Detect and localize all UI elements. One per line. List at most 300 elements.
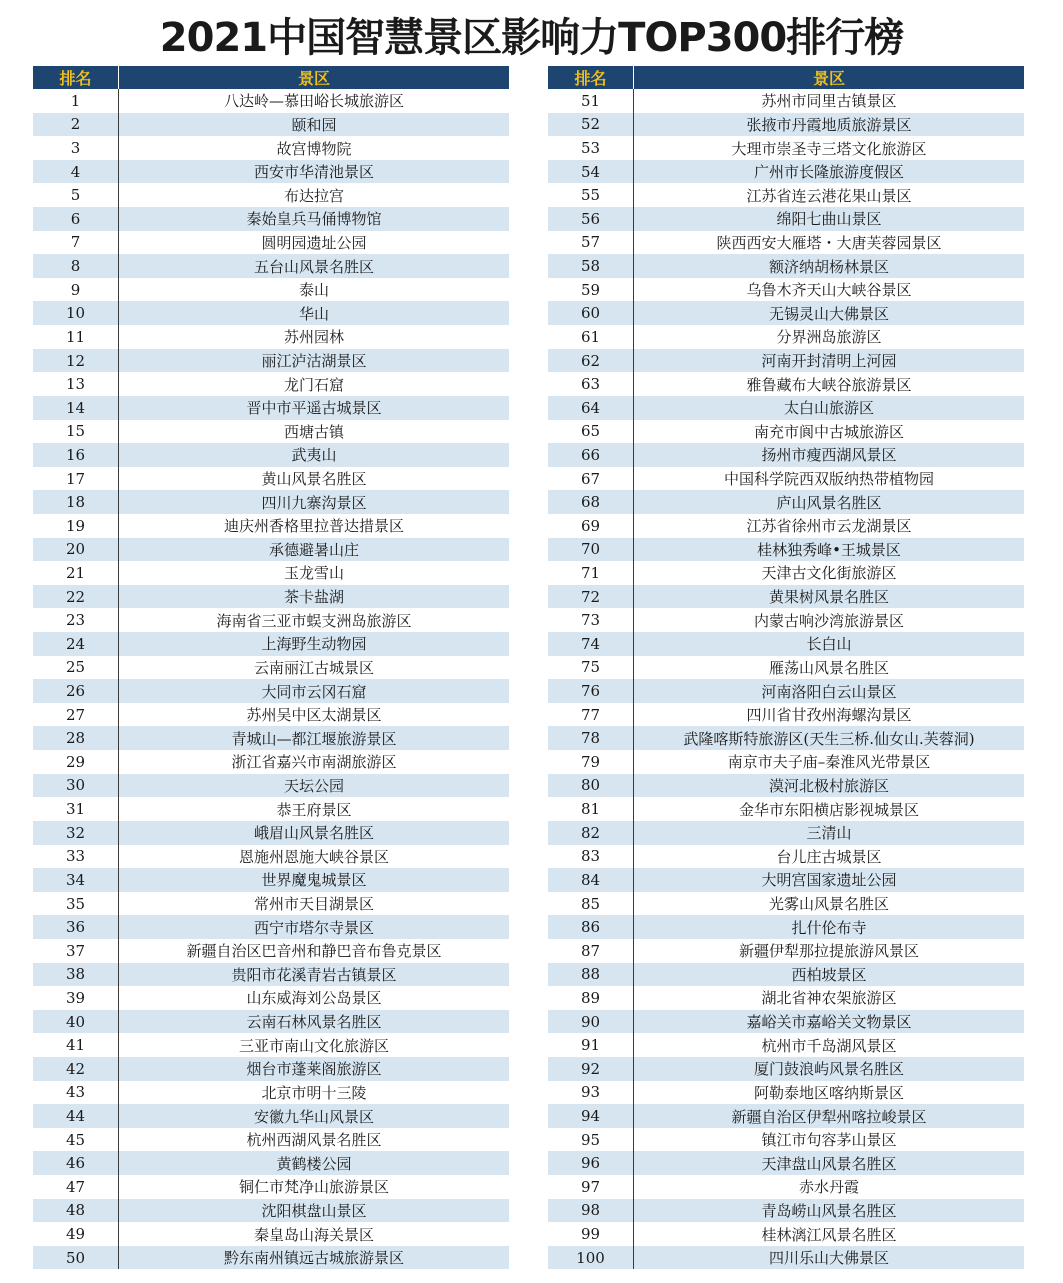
table-row	[33, 797, 509, 821]
table-row	[33, 278, 509, 302]
rank-cell: 7	[33, 231, 119, 255]
rank-cell: 91	[548, 1033, 634, 1057]
scenic-name-cell: 南京市夫子庙–秦淮风光带景区	[727, 753, 931, 772]
rank-cell: 32	[33, 821, 119, 845]
scenic-name-cell: 额济纳胡杨林景区	[768, 257, 889, 276]
scenic-name-cell: 漠河北极村旅游区	[768, 776, 889, 795]
table-row	[548, 207, 1024, 231]
table-row	[33, 845, 509, 869]
scenic-name-cell: 常州市天目湖景区	[253, 895, 374, 914]
rank-column-header: 排名	[548, 66, 634, 89]
scenic-name-cell: 秦始皇兵马俑博物馆	[246, 210, 382, 229]
table-row	[548, 986, 1024, 1010]
scenic-name-cell: 沈阳棋盘山景区	[261, 1201, 367, 1220]
rank-cell: 90	[548, 1010, 634, 1034]
table-row	[548, 750, 1024, 774]
rank-cell: 84	[548, 868, 634, 892]
rank-cell: 81	[548, 797, 634, 821]
scenic-name-cell: 四川省甘孜州海螺沟景区	[746, 706, 912, 725]
rank-cell: 19	[33, 514, 119, 538]
scenic-name-cell: 峨眉山风景名胜区	[253, 824, 374, 843]
table-row	[548, 608, 1024, 632]
scenic-name-cell: 台儿庄古城景区	[776, 847, 882, 866]
table-row	[33, 915, 509, 939]
rank-cell: 78	[548, 726, 634, 750]
scenic-name-cell: 海南省三亚市蜈支洲岛旅游区	[216, 611, 412, 630]
rank-column-header: 排名	[33, 66, 119, 89]
rank-cell: 3	[33, 136, 119, 160]
scenic-name-cell: 金华市东阳横店影视城景区	[738, 800, 919, 819]
rank-cell: 60	[548, 301, 634, 325]
table-row	[548, 845, 1024, 869]
table-row	[33, 632, 509, 656]
rank-cell: 97	[548, 1175, 634, 1199]
table-row	[33, 1033, 509, 1057]
table-row	[548, 231, 1024, 255]
table-row	[548, 797, 1024, 821]
rank-cell: 44	[33, 1104, 119, 1128]
scenic-column-header: 景区	[812, 69, 845, 88]
scenic-name-cell: 武夷山	[291, 446, 337, 465]
table-row	[33, 1057, 509, 1081]
table-row	[548, 160, 1024, 184]
table-row	[548, 1010, 1024, 1034]
scenic-name-cell: 三亚市南山文化旅游区	[238, 1036, 389, 1055]
scenic-name-cell: 黔东南州镇远古城旅游景区	[223, 1249, 404, 1268]
rank-cell: 48	[33, 1199, 119, 1223]
table-row	[33, 160, 509, 184]
table-row	[33, 325, 509, 349]
scenic-name-cell: 圆明园遗址公园	[261, 233, 367, 252]
rank-cell: 96	[548, 1151, 634, 1175]
rank-cell: 92	[548, 1057, 634, 1081]
scenic-name-cell: 云南石林风景名胜区	[246, 1013, 382, 1032]
table-row	[33, 1175, 509, 1199]
table-row	[33, 750, 509, 774]
table-row	[33, 821, 509, 845]
scenic-name-cell: 云南丽江古城景区	[253, 658, 374, 677]
rank-cell: 83	[548, 845, 634, 869]
table-row	[548, 1081, 1024, 1105]
rank-cell: 88	[548, 963, 634, 987]
scenic-name-cell: 苏州园林	[283, 328, 344, 347]
table-row	[548, 585, 1024, 609]
scenic-name-cell: 天津古文化街旅游区	[761, 564, 897, 583]
scenic-name-cell: 雅鲁藏布大峡谷旅游景区	[746, 375, 912, 394]
table-row	[33, 1104, 509, 1128]
table-row	[33, 538, 509, 562]
rank-cell: 31	[33, 797, 119, 821]
table-row	[548, 1057, 1024, 1081]
rank-cell: 63	[548, 372, 634, 396]
rank-cell: 67	[548, 467, 634, 491]
rank-cell: 79	[548, 750, 634, 774]
scenic-name-cell: 新疆自治区巴音州和静巴音布鲁克景区	[186, 942, 442, 961]
scenic-name-cell: 苏州吴中区太湖景区	[246, 706, 382, 725]
table-row	[548, 915, 1024, 939]
rank-cell: 10	[33, 301, 119, 325]
scenic-name-cell: 黄山风景名胜区	[261, 470, 367, 489]
rank-cell: 41	[33, 1033, 119, 1057]
rank-cell: 9	[33, 278, 119, 302]
rank-cell: 75	[548, 656, 634, 680]
rank-cell: 42	[33, 1057, 119, 1081]
rank-cell: 1	[33, 89, 119, 113]
table-row	[33, 585, 509, 609]
rank-cell: 87	[548, 939, 634, 963]
scenic-name-cell: 太白山旅游区	[783, 399, 874, 418]
rank-cell: 11	[33, 325, 119, 349]
rank-cell: 62	[548, 349, 634, 373]
rank-cell: 77	[548, 703, 634, 727]
scenic-name-cell: 黄鹤楼公园	[276, 1154, 352, 1173]
rank-cell: 8	[33, 254, 119, 278]
scenic-name-cell: 阿勒泰地区喀纳斯景区	[753, 1083, 904, 1102]
scenic-name-cell: 西柏坡景区	[791, 965, 867, 984]
rank-cell: 34	[33, 868, 119, 892]
scenic-name-cell: 晋中市平遥古城景区	[246, 399, 382, 418]
table-row	[548, 113, 1024, 137]
rank-cell: 93	[548, 1081, 634, 1105]
table-row	[548, 726, 1024, 750]
scenic-name-cell: 分界洲岛旅游区	[776, 328, 882, 347]
rank-cell: 55	[548, 183, 634, 207]
ranking-table-left	[33, 66, 509, 1269]
table-row	[548, 821, 1024, 845]
table-row	[548, 278, 1024, 302]
table-row	[33, 1199, 509, 1223]
ranking-table-right	[548, 66, 1024, 1269]
scenic-name-cell: 贵阳市花溪青岩古镇景区	[231, 965, 397, 984]
table-row	[548, 1033, 1024, 1057]
table-row	[548, 1128, 1024, 1152]
scenic-name-cell: 故宫博物院	[276, 139, 352, 158]
table-row	[33, 892, 509, 916]
table-row	[548, 868, 1024, 892]
table-row	[33, 726, 509, 750]
rank-cell: 82	[548, 821, 634, 845]
table-row	[548, 538, 1024, 562]
scenic-column-header: 景区	[297, 69, 330, 88]
rank-cell: 61	[548, 325, 634, 349]
rank-cell: 16	[33, 443, 119, 467]
rank-cell: 15	[33, 420, 119, 444]
rank-cell: 5	[33, 183, 119, 207]
table-row	[548, 443, 1024, 467]
table-row	[548, 420, 1024, 444]
rank-cell: 49	[33, 1222, 119, 1246]
table-row	[33, 703, 509, 727]
table-row	[548, 1175, 1024, 1199]
scenic-name-cell: 安徽九华山风景区	[253, 1107, 374, 1126]
table-row	[33, 420, 509, 444]
table-row	[548, 892, 1024, 916]
rank-cell: 80	[548, 774, 634, 798]
scenic-name-cell: 恭王府景区	[276, 800, 352, 819]
table-row	[548, 183, 1024, 207]
scenic-name-cell: 嘉峪关市嘉峪关文物景区	[746, 1013, 912, 1032]
table-row	[33, 1246, 509, 1270]
rank-cell: 13	[33, 372, 119, 396]
rank-cell: 26	[33, 679, 119, 703]
rank-cell: 68	[548, 490, 634, 514]
table-body	[33, 89, 509, 1269]
scenic-name-cell: 四川乐山大佛景区	[768, 1249, 889, 1268]
scenic-name-cell: 上海野生动物园	[261, 635, 367, 654]
table-row	[548, 254, 1024, 278]
table-row	[33, 183, 509, 207]
rank-cell: 85	[548, 892, 634, 916]
scenic-name-cell: 厦门鼓浪屿风景名胜区	[753, 1060, 904, 1079]
scenic-name-cell: 山东威海刘公岛景区	[246, 989, 382, 1008]
table-row	[33, 207, 509, 231]
table-row	[33, 254, 509, 278]
table-row	[548, 774, 1024, 798]
rank-cell: 86	[548, 915, 634, 939]
scenic-name-cell: 张掖市丹霞地质旅游景区	[746, 115, 912, 134]
rank-cell: 100	[548, 1246, 634, 1270]
table-row	[548, 561, 1024, 585]
scenic-name-cell: 镇江市句容茅山景区	[761, 1131, 897, 1150]
scenic-name-cell: 青岛崂山风景名胜区	[761, 1201, 897, 1220]
rank-cell: 99	[548, 1222, 634, 1246]
table-row	[33, 1151, 509, 1175]
table-row	[548, 325, 1024, 349]
rank-cell: 53	[548, 136, 634, 160]
scenic-name-cell: 河南洛阳白云山景区	[761, 682, 897, 701]
rank-cell: 69	[548, 514, 634, 538]
scenic-name-cell: 浙江省嘉兴市南湖旅游区	[231, 753, 397, 772]
rank-cell: 57	[548, 231, 634, 255]
table-row	[548, 1151, 1024, 1175]
rank-cell: 18	[33, 490, 119, 514]
scenic-name-cell: 扎什伦布寺	[791, 918, 867, 937]
scenic-name-cell: 承德避暑山庄	[268, 540, 359, 559]
scenic-name-cell: 杭州西湖风景名胜区	[246, 1131, 382, 1150]
rank-cell: 28	[33, 726, 119, 750]
table-row	[548, 301, 1024, 325]
rank-cell: 24	[33, 632, 119, 656]
table-row	[33, 490, 509, 514]
table-row	[33, 868, 509, 892]
scenic-name-cell: 西宁市塔尔寺景区	[253, 918, 374, 937]
table-header	[548, 66, 1024, 89]
scenic-name-cell: 广州市长隆旅游度假区	[753, 163, 904, 182]
rank-cell: 65	[548, 420, 634, 444]
rank-cell: 66	[548, 443, 634, 467]
scenic-name-cell: 北京市明十三陵	[261, 1083, 367, 1102]
table-row	[548, 396, 1024, 420]
table-row	[33, 467, 509, 491]
rank-cell: 45	[33, 1128, 119, 1152]
scenic-name-cell: 中国科学院西双版纳热带植物园	[723, 470, 934, 489]
table-row	[33, 679, 509, 703]
table-row	[548, 1246, 1024, 1270]
table-row	[33, 372, 509, 396]
rank-cell: 25	[33, 656, 119, 680]
scenic-name-cell: 黄果树风景名胜区	[768, 588, 889, 607]
table-row	[33, 774, 509, 798]
rank-cell: 22	[33, 585, 119, 609]
scenic-name-cell: 绵阳七曲山景区	[776, 210, 882, 229]
table-row	[548, 679, 1024, 703]
table-row	[33, 608, 509, 632]
table-row	[548, 467, 1024, 491]
scenic-name-cell: 八达岭—慕田峪长城旅游区	[223, 92, 404, 111]
table-row	[548, 1199, 1024, 1223]
rank-cell: 59	[548, 278, 634, 302]
rank-cell: 6	[33, 207, 119, 231]
rank-cell: 36	[33, 915, 119, 939]
rank-cell: 76	[548, 679, 634, 703]
table-row	[33, 349, 509, 373]
rank-cell: 50	[33, 1246, 119, 1270]
scenic-name-cell: 颐和园	[291, 115, 337, 134]
rank-cell: 72	[548, 585, 634, 609]
table-row	[33, 301, 509, 325]
scenic-name-cell: 乌鲁木齐天山大峡谷景区	[746, 281, 912, 300]
scenic-name-cell: 江苏省徐州市云龙湖景区	[746, 517, 912, 536]
scenic-name-cell: 恩施州恩施大峡谷景区	[238, 847, 389, 866]
rank-cell: 54	[548, 160, 634, 184]
table-row	[548, 963, 1024, 987]
scenic-name-cell: 光雾山风景名胜区	[768, 895, 889, 914]
table-row	[33, 136, 509, 160]
scenic-name-cell: 新疆自治区伊犁州喀拉峻景区	[731, 1107, 927, 1126]
rank-cell: 43	[33, 1081, 119, 1105]
scenic-name-cell: 庐山风景名胜区	[776, 493, 882, 512]
table-row	[33, 396, 509, 420]
table-row	[33, 89, 509, 113]
rank-cell: 29	[33, 750, 119, 774]
rank-cell: 52	[548, 113, 634, 137]
scenic-name-cell: 扬州市瘦西湖风景区	[761, 446, 897, 465]
scenic-name-cell: 青城山—都江堰旅游景区	[231, 729, 397, 748]
rank-cell: 58	[548, 254, 634, 278]
rank-cell: 38	[33, 963, 119, 987]
scenic-name-cell: 大同市云冈石窟	[261, 682, 367, 701]
rank-cell: 17	[33, 467, 119, 491]
table-row	[548, 490, 1024, 514]
scenic-name-cell: 秦皇岛山海关景区	[253, 1225, 374, 1244]
scenic-name-cell: 杭州市千岛湖风景区	[761, 1036, 897, 1055]
table-row	[548, 939, 1024, 963]
rank-cell: 73	[548, 608, 634, 632]
scenic-name-cell: 铜仁市梵净山旅游景区	[238, 1178, 389, 1197]
rank-cell: 27	[33, 703, 119, 727]
scenic-name-cell: 龙门石窟	[283, 375, 344, 394]
table-row	[33, 113, 509, 137]
rank-cell: 46	[33, 1151, 119, 1175]
scenic-name-cell: 苏州市同里古镇景区	[761, 92, 897, 111]
scenic-name-cell: 桂林漓江风景名胜区	[761, 1225, 897, 1244]
rank-cell: 14	[33, 396, 119, 420]
scenic-name-cell: 武隆喀斯特旅游区(天生三桥.仙女山.芙蓉洞)	[683, 729, 975, 748]
table-row	[33, 514, 509, 538]
table-row	[33, 443, 509, 467]
table-row	[33, 1081, 509, 1105]
rank-cell: 95	[548, 1128, 634, 1152]
rank-cell: 12	[33, 349, 119, 373]
table-body	[548, 89, 1024, 1269]
scenic-name-cell: 江苏省连云港花果山景区	[746, 186, 912, 205]
rank-cell: 51	[548, 89, 634, 113]
table-row	[548, 136, 1024, 160]
table-row	[33, 963, 509, 987]
scenic-name-cell: 迪庆州香格里拉普达措景区	[223, 517, 404, 536]
scenic-name-cell: 湖北省神农架旅游区	[761, 989, 897, 1008]
scenic-name-cell: 玉龙雪山	[283, 564, 344, 583]
table-row	[33, 1222, 509, 1246]
table-row	[548, 372, 1024, 396]
rank-cell: 71	[548, 561, 634, 585]
table-row	[548, 632, 1024, 656]
rank-cell: 94	[548, 1104, 634, 1128]
scenic-name-cell: 大明宫国家遗址公园	[761, 871, 897, 890]
scenic-name-cell: 陕西西安大雁塔・大唐芙蓉园景区	[716, 233, 942, 252]
table-row	[33, 656, 509, 680]
table-row	[33, 939, 509, 963]
table-row	[33, 231, 509, 255]
table-row	[548, 656, 1024, 680]
table-row	[33, 561, 509, 585]
scenic-name-cell: 桂林独秀峰•王城景区	[757, 540, 901, 559]
scenic-name-cell: 雁荡山风景名胜区	[768, 658, 889, 677]
scenic-name-cell: 华山	[298, 304, 329, 323]
scenic-name-cell: 河南开封清明上河园	[761, 352, 897, 370]
rank-cell: 37	[33, 939, 119, 963]
table-row	[33, 1010, 509, 1034]
scenic-name-cell: 天津盘山风景名胜区	[761, 1154, 897, 1173]
rank-cell: 40	[33, 1010, 119, 1034]
scenic-name-cell: 茶卡盐湖	[283, 588, 344, 607]
rank-cell: 47	[33, 1175, 119, 1199]
scenic-name-cell: 内蒙古响沙湾旅游景区	[753, 611, 904, 630]
rank-cell: 23	[33, 608, 119, 632]
rank-cell: 4	[33, 160, 119, 184]
table-row	[33, 986, 509, 1010]
rank-cell: 35	[33, 892, 119, 916]
scenic-name-cell: 丽江泸沽湖景区	[261, 352, 367, 370]
rank-cell: 2	[33, 113, 119, 137]
scenic-name-cell: 无锡灵山大佛景区	[768, 304, 889, 323]
scenic-name-cell: 布达拉宫	[283, 186, 344, 205]
page-title: 2021中国智慧景区影响力TOP300排行榜	[159, 15, 904, 61]
scenic-name-cell: 赤水丹霞	[798, 1178, 859, 1197]
rank-cell: 64	[548, 396, 634, 420]
scenic-name-cell: 四川九寨沟景区	[261, 493, 367, 512]
scenic-name-cell: 大理市崇圣寺三塔文化旅游区	[731, 139, 927, 158]
rank-cell: 20	[33, 538, 119, 562]
table-row	[548, 1104, 1024, 1128]
scenic-name-cell: 新疆伊犁那拉提旅游风景区	[738, 942, 919, 961]
rank-cell: 70	[548, 538, 634, 562]
table-row	[548, 349, 1024, 373]
rank-cell: 56	[548, 207, 634, 231]
table-row	[548, 1222, 1024, 1246]
rank-cell: 74	[548, 632, 634, 656]
scenic-name-cell: 五台山风景名胜区	[253, 257, 374, 276]
table-row	[548, 514, 1024, 538]
table-row	[548, 89, 1024, 113]
rank-cell: 89	[548, 986, 634, 1010]
scenic-name-cell: 长白山	[806, 635, 852, 654]
rank-cell: 33	[33, 845, 119, 869]
table-header	[33, 66, 509, 89]
rank-cell: 39	[33, 986, 119, 1010]
scenic-name-cell: 西安市华清池景区	[253, 163, 374, 182]
rank-cell: 21	[33, 561, 119, 585]
